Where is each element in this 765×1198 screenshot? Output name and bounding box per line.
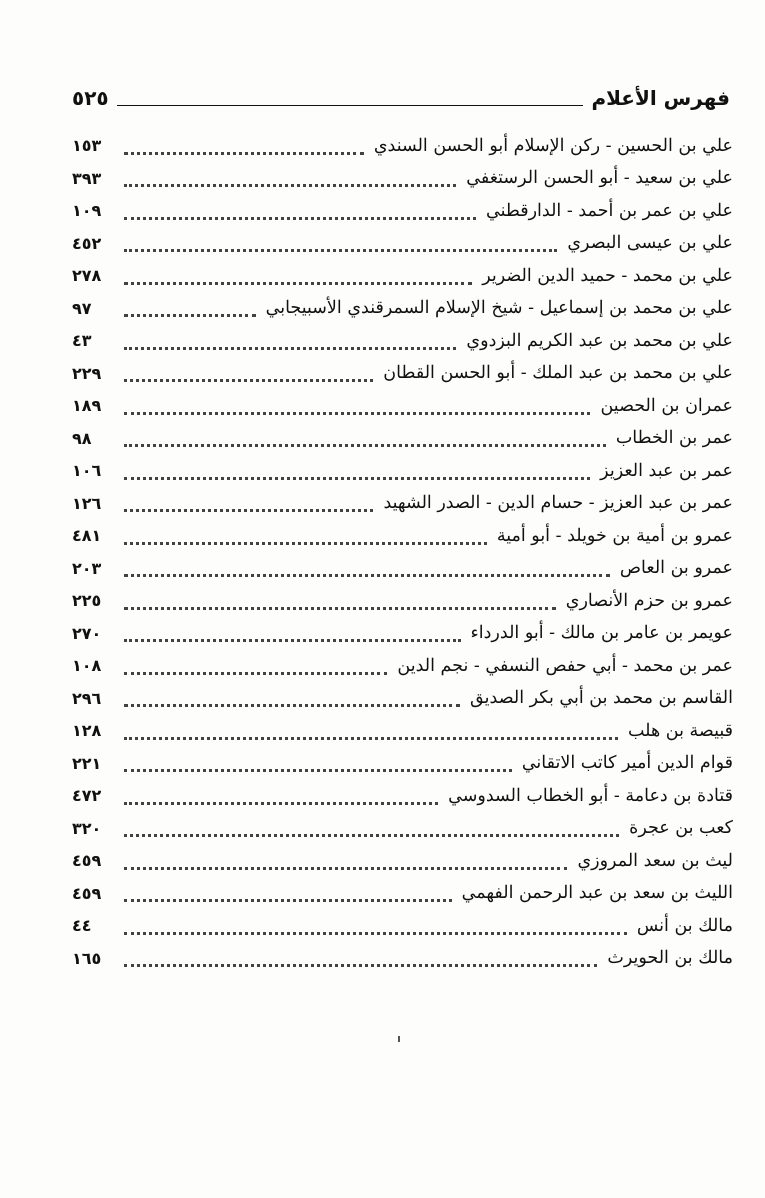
leader-dots bbox=[124, 918, 627, 935]
entry-page: ٤٧٢ bbox=[72, 786, 102, 806]
entry-name: علي بن عمر بن أحمد - الدارقطني bbox=[486, 200, 733, 221]
leader-dots bbox=[124, 950, 597, 967]
leader-dots bbox=[124, 170, 456, 187]
page-number: ٥٢٥ bbox=[72, 86, 109, 110]
leader-dots bbox=[124, 820, 619, 837]
entry-page: ١٠٨ bbox=[72, 656, 102, 676]
entry-name: عويمر بن عامر بن مالك - أبو الدرداء bbox=[470, 623, 733, 643]
leader-dots bbox=[124, 365, 373, 382]
entry-name: قبيصة بن هلب bbox=[627, 720, 733, 741]
entry-page: ٢٢١ bbox=[72, 753, 102, 773]
index-entry bbox=[72, 650, 733, 683]
entry-page: ٩٧ bbox=[72, 298, 92, 318]
index-entry bbox=[72, 878, 733, 911]
index-entry bbox=[72, 780, 733, 813]
entry-name: علي بن عيسى البصري bbox=[567, 233, 733, 253]
entry-name: الليث بن سعد بن عبد الرحمن الفهمي bbox=[461, 883, 733, 903]
index-entry bbox=[72, 423, 733, 456]
leader-dots bbox=[124, 235, 557, 252]
leader-dots bbox=[124, 138, 364, 155]
index-entry bbox=[72, 228, 733, 261]
index-entry bbox=[72, 293, 733, 326]
entry-page: ٤٤ bbox=[72, 916, 92, 936]
entry-name: مالك بن الحويرث bbox=[607, 948, 733, 968]
leader-dots bbox=[124, 755, 512, 772]
index-entry bbox=[72, 390, 733, 423]
index-entry bbox=[72, 748, 733, 781]
leader-dots bbox=[124, 593, 556, 610]
index-entry bbox=[72, 455, 733, 488]
entry-name: علي بن محمد بن عبد الملك - أبو الحسن القطان bbox=[383, 363, 733, 383]
leader-dots bbox=[124, 333, 456, 350]
leader-dots bbox=[124, 430, 606, 447]
entry-page: ٢٢٩ bbox=[72, 363, 102, 383]
entry-page: ١٢٨ bbox=[72, 721, 102, 741]
entry-page: ١٢٦ bbox=[72, 493, 102, 513]
index-entry bbox=[72, 260, 733, 293]
entry-name: ليث بن سعد المروزي bbox=[577, 850, 733, 871]
entry-page: ٣٩٣ bbox=[72, 168, 102, 188]
leader-dots bbox=[124, 203, 476, 220]
leader-dots bbox=[124, 528, 487, 545]
entry-page: ١٥٣ bbox=[72, 136, 102, 156]
index-entry bbox=[72, 943, 733, 976]
entry-name: عمر بن عبد العزيز - حسام الدين - الصدر الشهيد bbox=[383, 493, 733, 513]
entry-page: ١٦٥ bbox=[72, 948, 102, 968]
index-entry bbox=[72, 488, 733, 521]
index-entry bbox=[72, 163, 733, 196]
index-entries bbox=[72, 130, 733, 975]
index-entry bbox=[72, 325, 733, 358]
entry-page: ٤٥٢ bbox=[72, 233, 102, 253]
index-entry bbox=[72, 715, 733, 748]
entry-page: ١٨٩ bbox=[72, 396, 102, 416]
entry-name: علي بن محمد - حميد الدين الضرير bbox=[482, 265, 733, 286]
leader-dots bbox=[124, 560, 610, 577]
entry-name: مالك بن أنس bbox=[636, 915, 733, 936]
print-speck bbox=[398, 1036, 400, 1042]
index-entry bbox=[72, 845, 733, 878]
index-entry bbox=[72, 813, 733, 846]
entry-page: ٣٢٠ bbox=[72, 818, 102, 838]
entry-page: ٢٠٣ bbox=[72, 558, 102, 578]
entry-name: عمر بن عبد العزيز bbox=[600, 460, 733, 481]
entry-page: ٤٣ bbox=[72, 331, 92, 351]
index-entry bbox=[72, 553, 733, 586]
leader-dots bbox=[124, 398, 590, 415]
index-entry bbox=[72, 910, 733, 943]
entry-page: ٩٨ bbox=[72, 428, 92, 448]
entry-name: عمرو بن حزم الأنصاري bbox=[565, 590, 733, 611]
entry-page: ٢٩٦ bbox=[72, 688, 102, 708]
leader-dots bbox=[124, 853, 567, 870]
entry-name: القاسم بن محمد بن أبي بكر الصديق bbox=[470, 688, 733, 708]
index-entry bbox=[72, 358, 733, 391]
entry-name: عمر بن الخطاب bbox=[615, 428, 733, 448]
page-header bbox=[72, 82, 730, 112]
leader-dots bbox=[124, 625, 461, 642]
index-title: فهرس الأعلام bbox=[591, 86, 730, 110]
entry-page: ١٠٩ bbox=[72, 201, 102, 221]
leader-dots bbox=[124, 885, 452, 902]
leader-dots bbox=[124, 268, 472, 285]
entry-page: ٤٨١ bbox=[72, 526, 102, 546]
leader-dots bbox=[124, 788, 438, 805]
leader-dots bbox=[124, 690, 460, 707]
entry-name: قوام الدين أمير كاتب الاتقاني bbox=[521, 753, 733, 773]
index-entry bbox=[72, 520, 733, 553]
index-entry bbox=[72, 130, 733, 163]
entry-page: ٢٢٥ bbox=[72, 591, 102, 611]
entry-page: ٤٥٩ bbox=[72, 851, 102, 871]
entry-name: عمرو بن أمية بن خويلد - أبو أمية bbox=[496, 525, 733, 546]
index-entry bbox=[72, 618, 733, 651]
entry-page: ٢٧٠ bbox=[72, 623, 102, 643]
header-rule bbox=[117, 105, 584, 106]
entry-name: عمر بن محمد - أبي حفص النسفي - نجم الدين bbox=[397, 655, 733, 676]
leader-dots bbox=[124, 658, 387, 675]
entry-name: عمران بن الحصين bbox=[600, 395, 733, 416]
entry-name: كعب بن عجرة bbox=[629, 818, 733, 838]
index-entry bbox=[72, 683, 733, 716]
entry-name: قتادة بن دعامة - أبو الخطاب السدوسي bbox=[448, 785, 733, 806]
entry-page: ٢٧٨ bbox=[72, 266, 102, 286]
leader-dots bbox=[124, 300, 256, 317]
leader-dots bbox=[124, 495, 373, 512]
entry-name: علي بن سعيد - أبو الحسن الرستغفي bbox=[466, 168, 733, 188]
leader-dots bbox=[124, 723, 618, 740]
entry-name: عمرو بن العاص bbox=[619, 558, 733, 578]
entry-name: علي بن الحسين - ركن الإسلام أبو الحسن السندي bbox=[373, 135, 733, 156]
index-entry bbox=[72, 585, 733, 618]
leader-dots bbox=[124, 463, 590, 480]
entry-page: ١٠٦ bbox=[72, 461, 102, 481]
entry-name: علي بن محمد بن عبد الكريم البزدوي bbox=[466, 330, 733, 351]
entry-name: علي بن محمد بن إسماعيل - شيخ الإسلام السمرقندي الأسبيجابي bbox=[265, 298, 733, 318]
index-entry bbox=[72, 195, 733, 228]
entry-page: ٤٥٩ bbox=[72, 883, 102, 903]
